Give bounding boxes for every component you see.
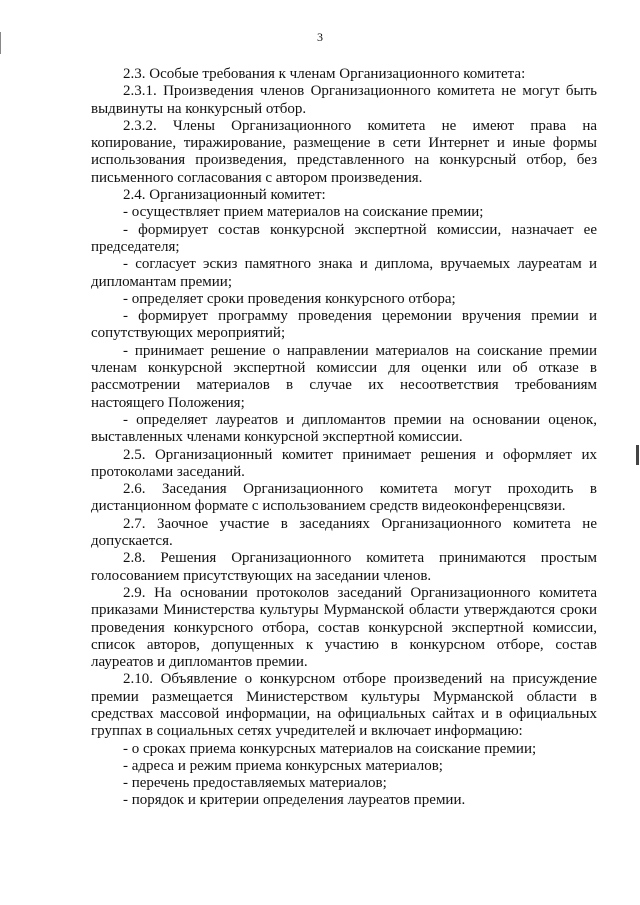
clause-2-10: 2.10. Объявление о конкурсном отборе произведений на присуждение премии размещается Министерством культуры Мурманской области в средствах массовой информации, на официальных сайтах и в официальных группах в социальных сетях учредителей и включает информацию: xyxy=(91,671,597,740)
clause-2-3-1: 2.3.1. Произведения членов Организационного комитета не могут быть выдвинуты на конкурсный отбор. xyxy=(91,83,597,117)
page-number: 3 xyxy=(317,30,323,44)
scan-edge-mark-right xyxy=(636,445,639,465)
list-item: - порядок и критерии определения лауреатов премии. xyxy=(123,792,466,809)
list-item: - адреса и режим приема конкурсных материалов; xyxy=(123,757,443,774)
clause-2-5: 2.5. Организационный комитет принимает решения и оформляет их протоколами заседаний. xyxy=(91,446,597,480)
list-item: - о сроках приема конкурсных материалов на соискание премии; xyxy=(123,740,537,757)
section-heading-2-3: 2.3. Особые требования к членам Организационного комитета: xyxy=(123,66,526,82)
list-item: - принимает решение о направлении материалов на соискание премии членам конкурсной экспертной комиссии для оценки или об отказе в рассмотрении материалов в случае их несоответствия требованиям настоящего Положения; xyxy=(91,342,597,411)
document-body xyxy=(91,66,597,810)
clause-2-6: 2.6. Заседания Организационного комитета могут проходить в дистанционном формате с использованием средств видеоконференцсвязи. xyxy=(91,481,597,515)
clause-2-9: 2.9. На основании протоколов заседаний Организационного комитета приказами Министерства культуры Мурманской области утверждаются сроки проведения конкурсного отбора, состав конкурсной экспертной комиссии, список авторов, допущенных к участию в конкурсном отборе, состав лауреатов и дипломантов премии. xyxy=(91,584,597,671)
section-heading-2-4: 2.4. Организационный комитет: xyxy=(123,187,326,204)
list-item: - определяет сроки проведения конкурсного отбора; xyxy=(123,290,456,307)
list-item: - осуществляет прием материалов на соискание премии; xyxy=(123,204,484,221)
clause-2-3-2: 2.3.2. Члены Организационного комитета не имеют права на копирование, тиражирование, размещение в сети Интернет и иные формы использования произведения, представленного на конкурсный отбор, без письменного согласования с автором произведения. xyxy=(91,117,597,186)
clause-2-7: 2.7. Заочное участие в заседаниях Организационного комитета не допускается. xyxy=(91,515,597,550)
list-item: - согласует эскиз памятного знака и диплома, вручаемых лауреатам и дипломантам премии; xyxy=(91,256,597,290)
list-item: - определяет лауреатов и дипломантов премии на основании оценок, выставленных членами конкурсной экспертной комиссии. xyxy=(91,411,597,446)
list-item: - формирует программу проведения церемонии вручения премии и сопутствующих мероприятий; xyxy=(91,308,597,342)
list-item: - перечень предоставляемых материалов; xyxy=(123,775,387,792)
clause-2-8: 2.8. Решения Организационного комитета принимаются простым голосованием присутствующих на заседании членов. xyxy=(91,550,597,584)
list-item: - формирует состав конкурсной экспертной комиссии, назначает ее председателя; xyxy=(91,221,597,255)
